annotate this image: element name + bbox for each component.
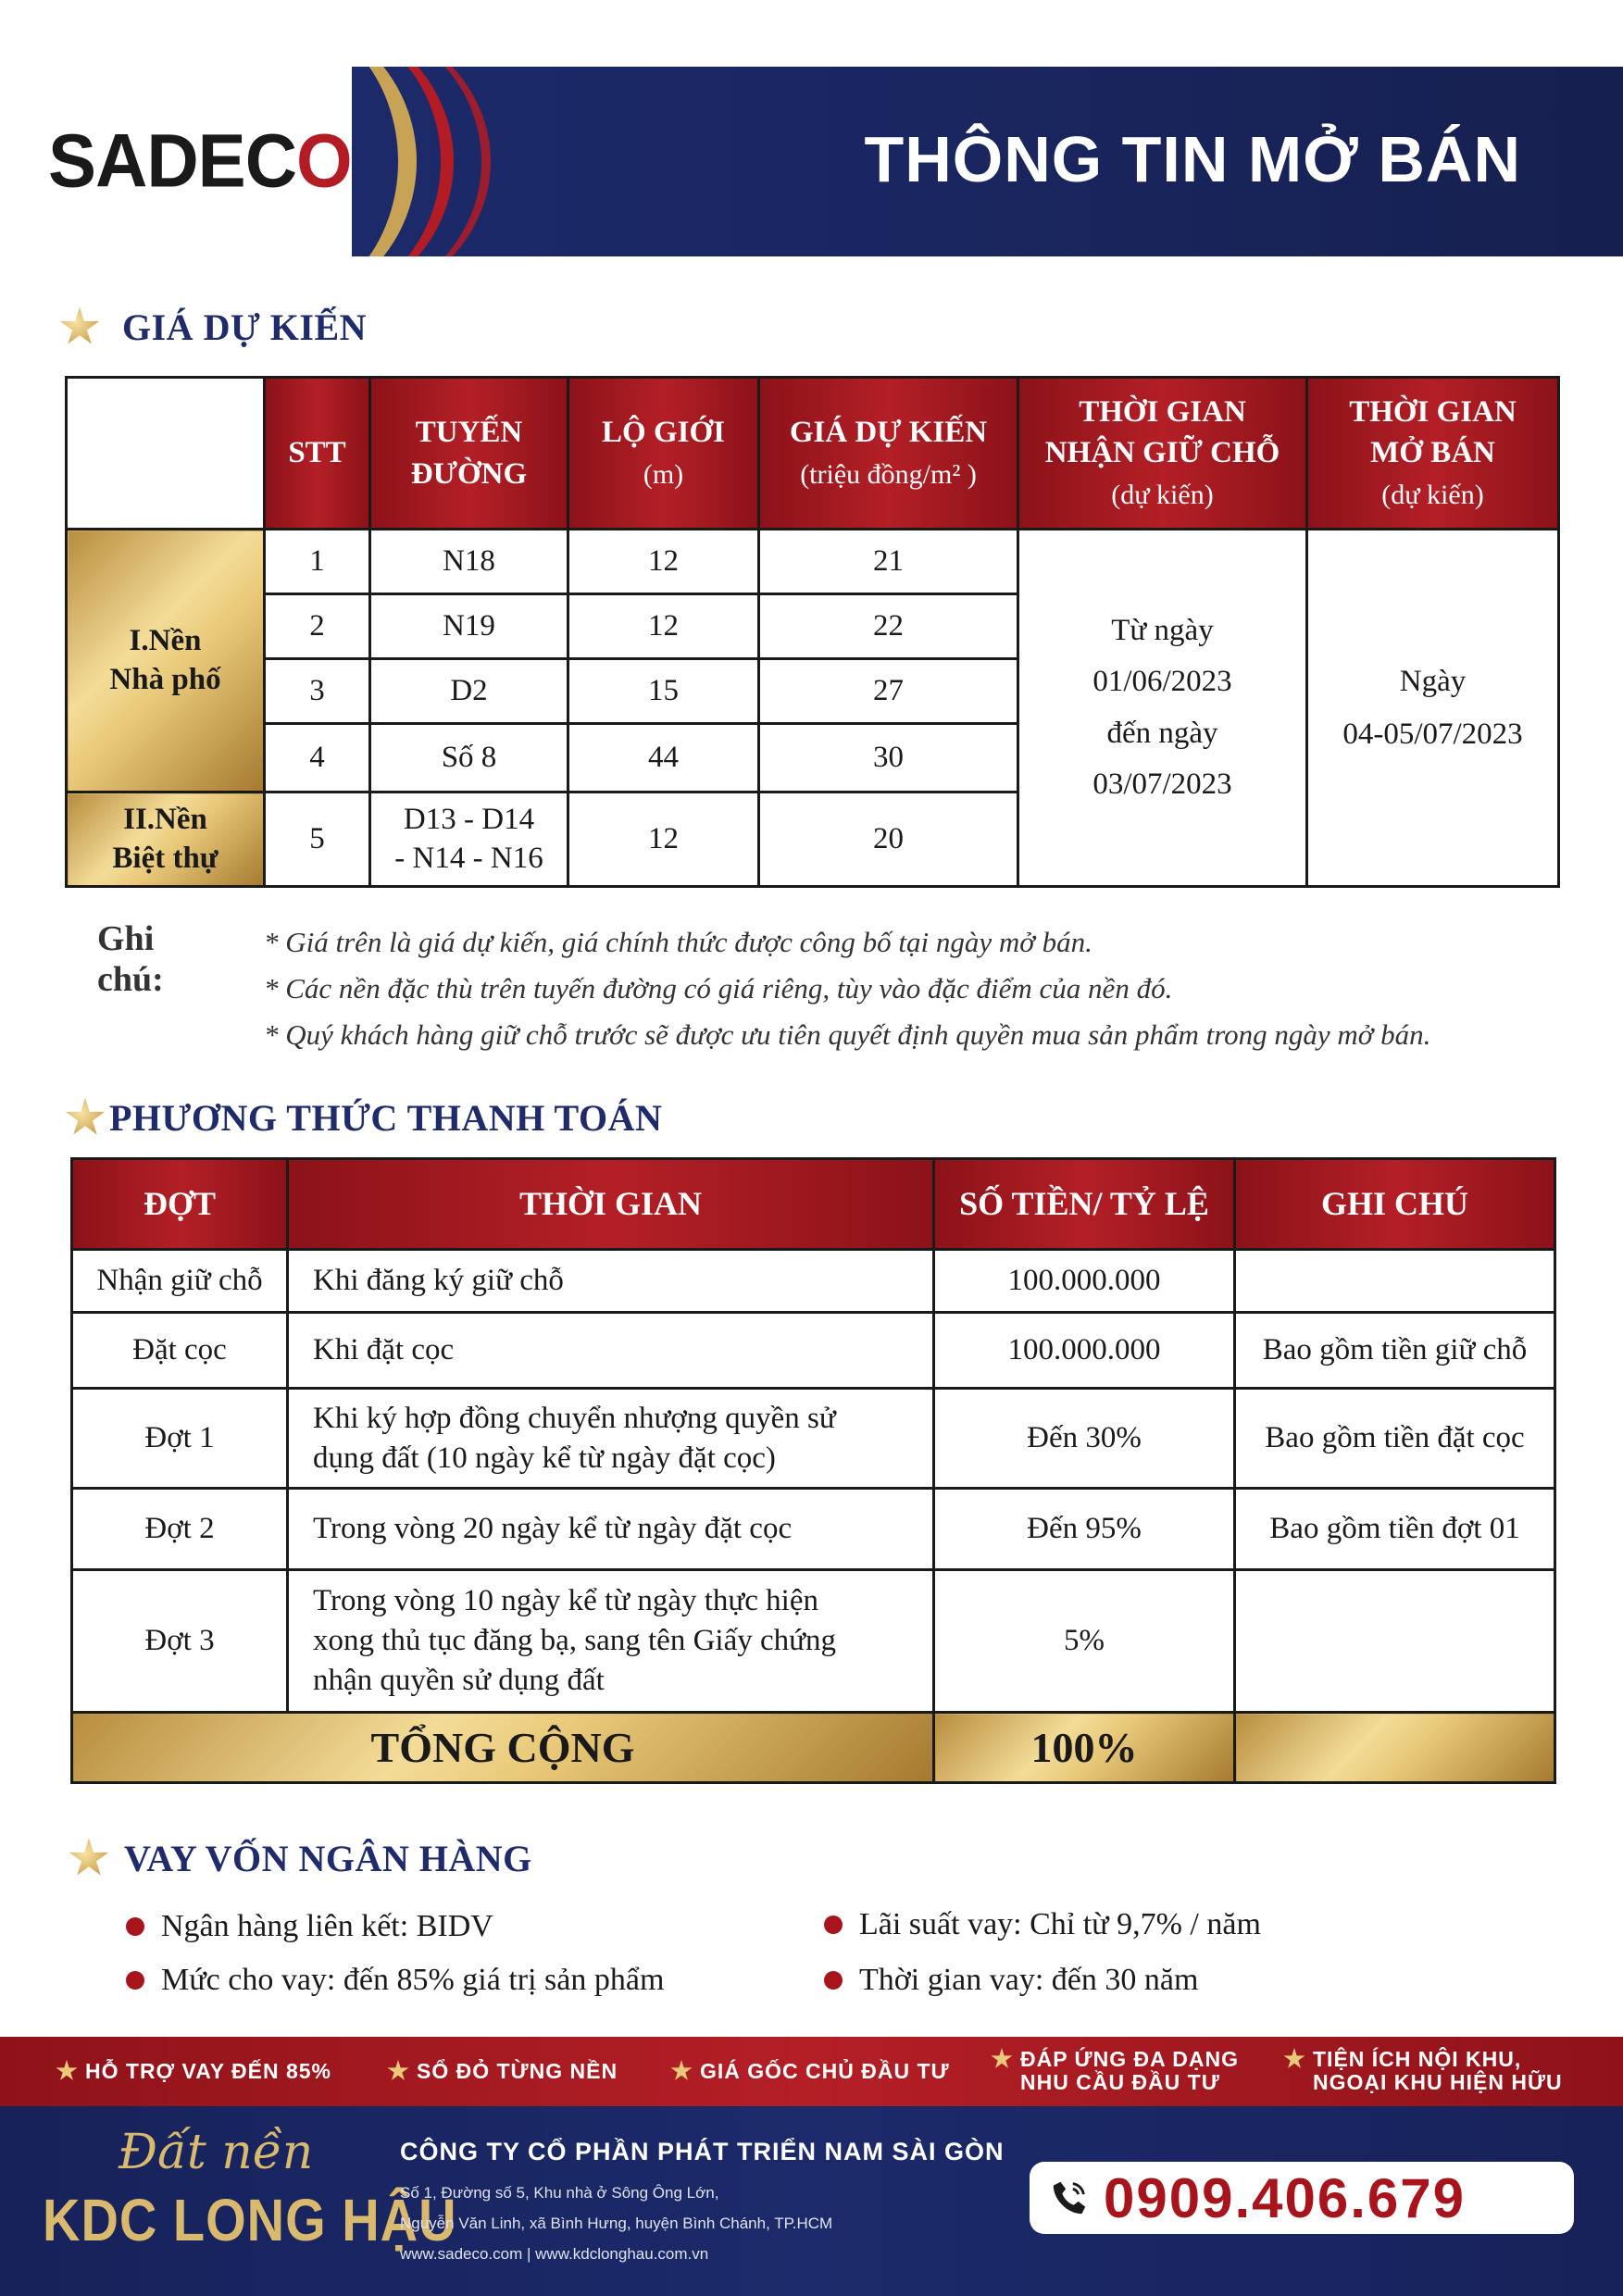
payment-section-title: PHƯƠNG THỨC THANH TOÁN (65, 1096, 662, 1140)
list-item: Thời gian vay: đến 30 năm (824, 1963, 1198, 1998)
star-icon (65, 1098, 106, 1139)
loan-section-title: VAY VỐN NGÂN HÀNG (69, 1837, 532, 1880)
banner-item: SỔ ĐỎ TỪNG NỀN (387, 2060, 618, 2083)
footer (0, 2106, 1623, 2296)
payment-table (70, 1157, 1556, 1784)
banner-item: HỖ TRỢ VAY ĐẾN 85% (56, 2060, 331, 2083)
note-line: * Các nền đặc thù trên tuyến đường có giá riêng, tùy vào đặc điểm của nền đó. (264, 972, 1173, 1004)
table-row: Đợt 2 Trong vòng 20 ngày kể từ ngày đặt cọc Đến 95% Bao gồm tiền đợt 01 (72, 1489, 1555, 1570)
group-townhouse: I.Nền Nhà phố (67, 530, 265, 792)
list-item: Ngân hàng liên kết: BIDV (126, 1909, 493, 1944)
star-icon (56, 2060, 78, 2082)
header-route: TUYẾN ĐƯỜNG (370, 378, 568, 530)
blank-header-cell (67, 378, 265, 530)
phone-number: 0909.406.679 (1104, 2166, 1467, 2229)
brand-script: Đất nền (119, 2125, 314, 2180)
banner-item: ĐÁP ỨNG ĐA DẠNG NHU CẦU ĐẦU TƯ (991, 2048, 1239, 2095)
total-row (72, 1713, 1555, 1783)
table-row: 3 D2 15 27 (67, 659, 1559, 724)
table-row: Nhận giữ chỗ Khi đăng ký giữ chỗ 100.000.000 (72, 1250, 1555, 1313)
banner-item: TIỆN ÍCH NỘI KHU, NGOẠI KHU HIỆN HỮU (1283, 2048, 1563, 2095)
table-row: Đợt 1 Khi ký hợp đồng chuyển nhượng quyền sử dụng đất (10 ngày kể từ ngày đặt cọc) Đến 30% Bao gồm tiền đặt cọc (72, 1389, 1555, 1489)
header-road-width: LỘ GIỚI (m) (568, 378, 759, 530)
note-line: * Quý khách hàng giữ chỗ trước sẽ được ưu tiên quyết định quyền mua sản phẩm trong ngày mở bán. (264, 1018, 1431, 1051)
open-time-cell: Ngày 04-05/07/2023 (1307, 530, 1559, 887)
bullet-icon (126, 1971, 144, 1990)
website-links[interactable]: www.sadeco.com | www.kdclonghau.com.vn (400, 2245, 709, 2263)
price-section-title: GIÁ DỰ KIẾN (59, 306, 367, 349)
star-icon (991, 2048, 1013, 2070)
phone-icon (1048, 2177, 1091, 2219)
total-value: 100% (934, 1713, 1235, 1783)
phone-button[interactable] (1030, 2162, 1574, 2234)
list-item: Mức cho vay: đến 85% giá trị sản phẩm (126, 1963, 664, 1998)
banner-item: GIÁ GỐC CHỦ ĐẦU TƯ (670, 2060, 950, 2083)
company-name: CÔNG TY CỔ PHẦN PHÁT TRIỂN NAM SÀI GÒN (400, 2138, 1005, 2165)
price-header-row (67, 378, 1559, 530)
address-line: Số 1, Đường số 5, Khu nhà ở Sông Ông Lớn, (400, 2184, 719, 2202)
star-icon (670, 2060, 693, 2082)
header-stt: STT (265, 378, 370, 530)
note-line: * Giá trên là giá dự kiến, giá chính thức được công bố tại ngày mở bán. (264, 926, 1092, 958)
header-price: GIÁ DỰ KIẾN (triệu đồng/m² ) (759, 378, 1018, 530)
table-row: Đợt 3 Trong vòng 10 ngày kể từ ngày thực hiện xong thủ tục đăng bạ, sang tên Giấy chứng nhận quyền sử dụng đất 5% (72, 1570, 1555, 1713)
header (0, 0, 1623, 278)
table-row: 2 N19 12 22 (67, 594, 1559, 659)
price-table (65, 376, 1560, 888)
star-icon (387, 2060, 409, 2082)
list-item: Lãi suất vay: Chỉ từ 9,7% / năm (824, 1907, 1261, 1942)
bullet-icon (126, 1917, 144, 1936)
star-icon (69, 1839, 109, 1879)
star-icon (59, 307, 100, 348)
total-label: TỔNG CỘNG (72, 1713, 934, 1783)
table-row: 4 Số 8 44 30 (67, 724, 1559, 792)
hold-time-cell: Từ ngày 01/06/2023 đến ngày 03/07/2023 (1018, 530, 1307, 887)
table-row: Đặt cọc Khi đặt cọc 100.000.000 Bao gồm tiền giữ chỗ (72, 1313, 1555, 1389)
brand-logo: KDC LONG HẬU (43, 2186, 457, 2253)
star-icon (1283, 2048, 1305, 2070)
notes-label: Ghi chú: (97, 919, 164, 999)
address-line: Nguyễn Văn Linh, xã Bình Hưng, huyện Bình Chánh, TP.HCM (400, 2215, 833, 2232)
sadeco-logo: SADECO (48, 117, 352, 204)
header-hold-time: THỜI GIAN NHẬN GIỮ CHỖ (dự kiến) (1018, 378, 1307, 530)
group-villa: II.Nền Biệt thự (67, 792, 265, 887)
header-open-time: THỜI GIAN MỞ BÁN (dự kiến) (1307, 378, 1559, 530)
benefits-banner (0, 2037, 1623, 2106)
table-row: II.Nền Biệt thự 5 D13 - D14 - N14 - N16 12 20 (67, 792, 1559, 887)
bullet-icon (824, 1971, 843, 1990)
bullet-icon (824, 1915, 843, 1934)
payment-header-row: ĐỢT THỜI GIAN SỐ TIỀN/ TỶ LỆ GHI CHÚ (72, 1159, 1555, 1250)
table-row: I.Nền Nhà phố 1 N18 12 21 Từ ngày 01/06/2023 đến ngày 03/07/2023 Ngày 04-05/07/2023 (67, 530, 1559, 594)
page-title: THÔNG TIN MỞ BÁN (864, 123, 1521, 195)
